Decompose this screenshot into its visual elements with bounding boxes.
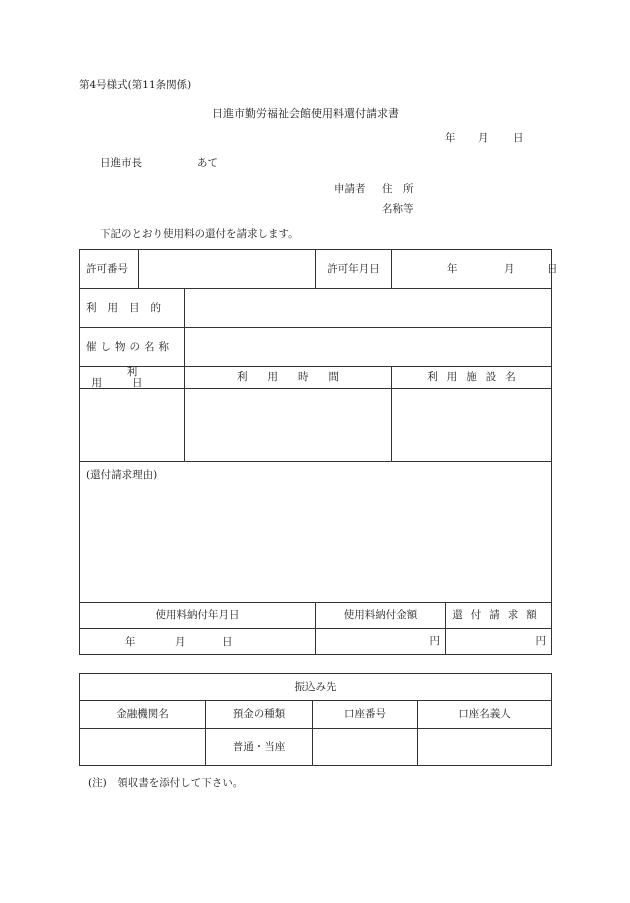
- use-time-header: [185, 367, 392, 389]
- deposit-type-options: 普通・当座: [232, 740, 286, 753]
- facility-header: [392, 367, 552, 389]
- bank-deposit-type-header: 預金の種類: [206, 701, 313, 729]
- permit-number-label: 許可番号: [80, 250, 139, 289]
- use-date-header-text: 利用日: [91, 366, 173, 389]
- paid-amount-header: [316, 603, 446, 629]
- paid-month-label: 月: [175, 635, 186, 648]
- use-date-field[interactable]: [80, 389, 185, 462]
- bank-account-number-header: 口座番号: [313, 701, 418, 729]
- paid-date-field[interactable]: [80, 629, 316, 655]
- date-day-label: 日: [513, 132, 524, 144]
- refund-amount-yen: 円: [535, 635, 546, 648]
- permit-date-label: 許可年月日: [316, 250, 392, 289]
- intro-text: 下記のとおり使用料の還付を請求します。: [100, 228, 299, 240]
- bank-deposit-type-field[interactable]: [206, 729, 313, 766]
- permit-year-label: 年: [447, 262, 458, 275]
- use-time-field[interactable]: [185, 389, 392, 462]
- applicant-name-label: 名称等: [382, 203, 414, 215]
- applicant-address-label: 住 所: [382, 183, 414, 195]
- footer-note: (注) 領収書を添付して下さい。: [88, 777, 244, 789]
- date-year-label: 年: [445, 132, 456, 144]
- refund-amount-header-text: 還付請求額: [452, 609, 545, 622]
- permit-day-label: 日: [547, 262, 558, 275]
- bank-header: 振込み先: [80, 674, 552, 701]
- bank-transfer-table: [79, 673, 552, 766]
- date-month-label: 月: [478, 132, 489, 144]
- refund-reason-label: (還付請求理由): [86, 469, 158, 481]
- event-name-field[interactable]: [185, 328, 552, 367]
- paid-amount-yen: 円: [429, 635, 440, 648]
- paid-amount-header-text: 使用料納付金額: [343, 609, 418, 622]
- purpose-field[interactable]: [185, 289, 552, 328]
- permit-month-label: 月: [504, 262, 515, 275]
- paid-amount-field[interactable]: [316, 629, 446, 655]
- addressee-suffix: あて: [197, 157, 218, 169]
- permit-number-field[interactable]: [139, 250, 316, 289]
- permit-date-field[interactable]: [392, 250, 558, 289]
- facility-field[interactable]: [392, 389, 552, 462]
- refund-amount-header: [446, 603, 552, 629]
- facility-header-text: 利用施設名: [427, 371, 525, 384]
- refund-amount-field[interactable]: [446, 629, 552, 655]
- refund-request-table: [79, 249, 558, 655]
- paid-year-label: 年: [125, 635, 136, 648]
- page-title: 日進市勤労福祉会館使用料還付請求書: [212, 107, 399, 120]
- bank-account-holder-field[interactable]: [418, 729, 552, 766]
- bank-account-number-field[interactable]: [313, 729, 418, 766]
- use-time-header-text: 利用時間: [237, 371, 359, 384]
- paid-day-label: 日: [222, 635, 233, 648]
- refund-reason-field[interactable]: [80, 462, 552, 603]
- bank-institution-field[interactable]: [80, 729, 206, 766]
- addressee-name: 日進市長: [100, 157, 142, 169]
- purpose-label: 利用目的: [80, 289, 185, 328]
- bank-account-holder-header: 口座名義人: [418, 701, 552, 729]
- form-number: 第4号様式(第11条関係): [79, 79, 192, 91]
- applicant-label: 申請者: [334, 183, 366, 195]
- bank-institution-header: 金融機関名: [80, 701, 206, 729]
- event-name-label: 催し物の名称: [80, 328, 185, 367]
- paid-date-header-text: 使用料納付年月日: [155, 609, 240, 622]
- use-date-header: [80, 367, 185, 389]
- paid-date-header: [80, 603, 316, 629]
